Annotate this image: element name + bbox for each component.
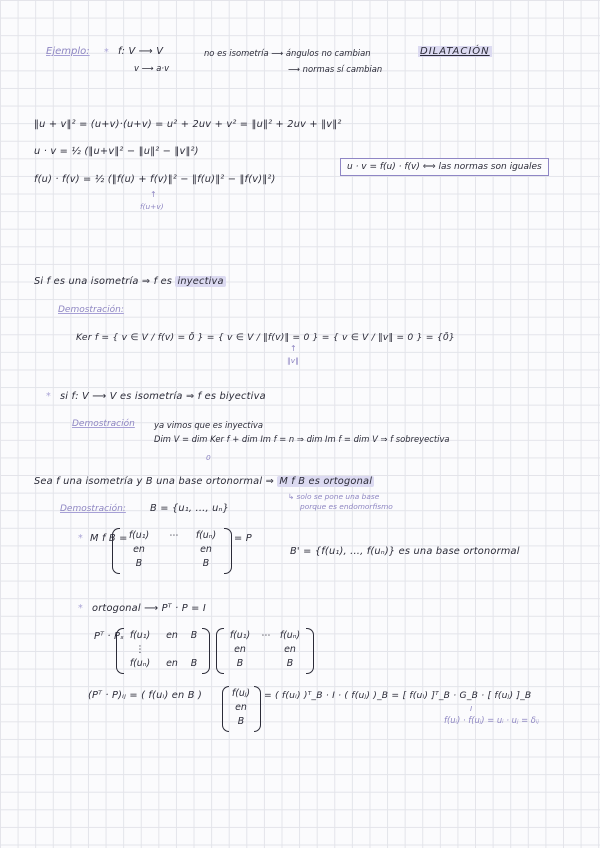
orthogonal-statement: ortogonal ⟶ Pᵀ · P = I bbox=[92, 603, 206, 614]
pt-left-rbracket bbox=[202, 628, 210, 674]
injective-statement bbox=[34, 276, 226, 288]
bijective-statement: si f: V ⟶ V es isometría ⇒ f es biyectiva bbox=[60, 391, 266, 402]
matrix-left-bracket bbox=[112, 528, 120, 574]
matrix-col-2 bbox=[164, 529, 184, 543]
example-label: Ejemplo: bbox=[46, 46, 90, 57]
example-note-norms: ⟶ normas sí cambian bbox=[288, 64, 383, 74]
basis-prime-statement: B' = {f(u₁), ..., f(uₙ)} es una base ortonormal bbox=[290, 546, 520, 557]
entry-col bbox=[226, 687, 256, 729]
bijective-note: 0 bbox=[206, 453, 211, 462]
kernel-note: ‖v‖ bbox=[287, 356, 299, 365]
matrix-label: M f B = bbox=[90, 533, 128, 544]
matrix-col-3 bbox=[188, 529, 224, 571]
pt-left-col-c bbox=[186, 629, 202, 671]
injective-highlight: inyectiva bbox=[177, 276, 224, 287]
entry-col-r2: en bbox=[235, 702, 247, 713]
orthonormal-statement-text: Sea f una isometría y B una base ortonormal ⇒ bbox=[34, 476, 274, 487]
orthogonal-bullet: * bbox=[78, 603, 83, 614]
pt-left-r3-c2: en bbox=[166, 658, 178, 669]
dilatacion-tag: DILATACIÓN bbox=[420, 46, 490, 57]
matrix-col1-r2: en bbox=[133, 544, 145, 555]
pt-left-col-b bbox=[162, 629, 182, 671]
entry-col-r1: f(uⱼ) bbox=[231, 688, 251, 699]
matrix-col1-r3: B bbox=[135, 558, 143, 569]
kernel-note-arrow: ↑ bbox=[290, 344, 297, 353]
matrix-col1-r1: f(u₁) bbox=[128, 530, 150, 541]
orthonormal-statement bbox=[34, 476, 374, 488]
pt-right-rbracket bbox=[306, 628, 314, 674]
matrix-col3-r3: B bbox=[202, 558, 210, 569]
entry-column-vector bbox=[222, 686, 262, 732]
norm-expansion-line: ‖u + v‖² = (u+v)·(u+v) = u² + 2uv + v² = ‖u‖² + 2uv + ‖v‖² bbox=[34, 119, 342, 130]
bijective-demo-label: Demostración bbox=[72, 419, 135, 429]
pt-left-r3-c3: B bbox=[190, 658, 198, 669]
pt-right-c3-r3: B bbox=[286, 658, 294, 669]
polarization-line-uv: u · v = ½ (‖u+v‖² − ‖u‖² − ‖v‖²) bbox=[34, 146, 199, 157]
example-tag-dilatacion bbox=[418, 46, 492, 58]
entry-ij-rhs: = ( f(uᵢ) )ᵀ_B · I · ( f(uⱼ) )_B = [ f(uᵢ) ]ᵀ_B · G_B · [ f(uⱼ) ]_B bbox=[264, 690, 532, 701]
pt-left-r1-c1: f(u₁) bbox=[129, 630, 151, 641]
polarization-line-fufv: f(u) · f(v) = ½ (‖f(u) + f(v)‖² − ‖f(u)‖² − ‖f(v)‖²) bbox=[34, 174, 276, 185]
pt-right-col-3 bbox=[274, 629, 306, 671]
pt-right-c1-r3: B bbox=[236, 658, 244, 669]
orthonormal-highlight: M f B es ortogonal bbox=[279, 476, 373, 487]
pt-left-r1-c3: B bbox=[190, 630, 198, 641]
pt-right-c3-r2: en bbox=[284, 644, 296, 655]
polarization-under-note: f(u+v) bbox=[140, 202, 164, 211]
matrix-equals-p: = P bbox=[234, 533, 252, 544]
polarization-boxed-note: u · v = f(u) · f(v) ⟺ las normas son iguales bbox=[340, 158, 549, 176]
pt-right-col-2 bbox=[258, 629, 274, 643]
kernel-line: Ker f = { v ∈ V / f(v) = 0̄ } = { v ∈ V / ‖f(v)‖ = 0 } = { v ∈ V / ‖v‖ = 0 } = {0̄} bbox=[76, 332, 455, 343]
pt-right-col-1 bbox=[224, 629, 256, 671]
bijective-line1: ya vimos que es inyectiva bbox=[154, 420, 264, 430]
entry-col-r3: B bbox=[237, 716, 245, 727]
matrix-mfb bbox=[112, 528, 242, 574]
pt-right-c2-r1: ⋯ bbox=[261, 630, 271, 641]
pt-left-r1-c2: en bbox=[166, 630, 178, 641]
pt-left-matrix bbox=[116, 628, 212, 674]
pt-left-col-a bbox=[124, 629, 156, 671]
pt-p-label: Pᵀ · Pₛ bbox=[94, 631, 124, 642]
pt-left-lbracket bbox=[116, 628, 124, 674]
polarization-under-arrow: ↑ bbox=[150, 190, 157, 199]
pt-right-c1-r2: en bbox=[234, 644, 246, 655]
matrix-right-bracket bbox=[224, 528, 232, 574]
injective-statement-text: Si f es una isometría ⇒ f es bbox=[34, 276, 173, 287]
matrix-bullet: * bbox=[78, 533, 83, 544]
entry-ij-lhs: (Pᵀ · P)ᵢⱼ = ( f(uᵢ) en B ) bbox=[88, 690, 202, 701]
matrix-col3-r2: en bbox=[200, 544, 212, 555]
matrix-col2-r1: ⋯ bbox=[169, 530, 179, 541]
matrix-col3-r1: f(uₙ) bbox=[195, 530, 217, 541]
example-note-angles: no es isometría ⟶ ángulos no cambian bbox=[204, 48, 371, 58]
pt-right-c3-r1: f(uₙ) bbox=[279, 630, 301, 641]
gram-note: I bbox=[470, 704, 473, 713]
pt-left-r2-c1: ⋮ bbox=[135, 644, 145, 655]
example-bullet: * bbox=[104, 47, 109, 58]
pt-right-matrix bbox=[216, 628, 316, 674]
bijective-bullet: * bbox=[46, 391, 51, 402]
entry-col-rbracket bbox=[254, 686, 261, 732]
orthonormal-demo-label: Demostración: bbox=[60, 504, 126, 514]
pt-right-c1-r1: f(u₁) bbox=[229, 630, 251, 641]
injective-demo-label: Demostración: bbox=[58, 305, 124, 315]
orthonormal-note-1: ↳ solo se pone una base bbox=[288, 492, 380, 501]
final-kronecker-note: f(uᵢ) · f(uⱼ) = uᵢ · uⱼ = δᵢⱼ bbox=[444, 715, 539, 725]
example-map-line2: v ⟶ a·v bbox=[134, 63, 170, 73]
example-map-line1: f: V ⟶ V bbox=[118, 46, 164, 57]
pt-left-r3-c1: f(uₙ) bbox=[129, 658, 151, 669]
matrix-col-1 bbox=[122, 529, 156, 571]
orthonormal-basis: B = {u₁, ..., uₙ} bbox=[150, 503, 230, 514]
orthonormal-note-2: porque es endomorfismo bbox=[300, 502, 393, 511]
pt-right-lbracket bbox=[216, 628, 224, 674]
bijective-line2: Dim V = dim Ker f + dim Im f = n ⇒ dim Im f = dim V ⇒ f sobreyectiva bbox=[154, 434, 450, 444]
